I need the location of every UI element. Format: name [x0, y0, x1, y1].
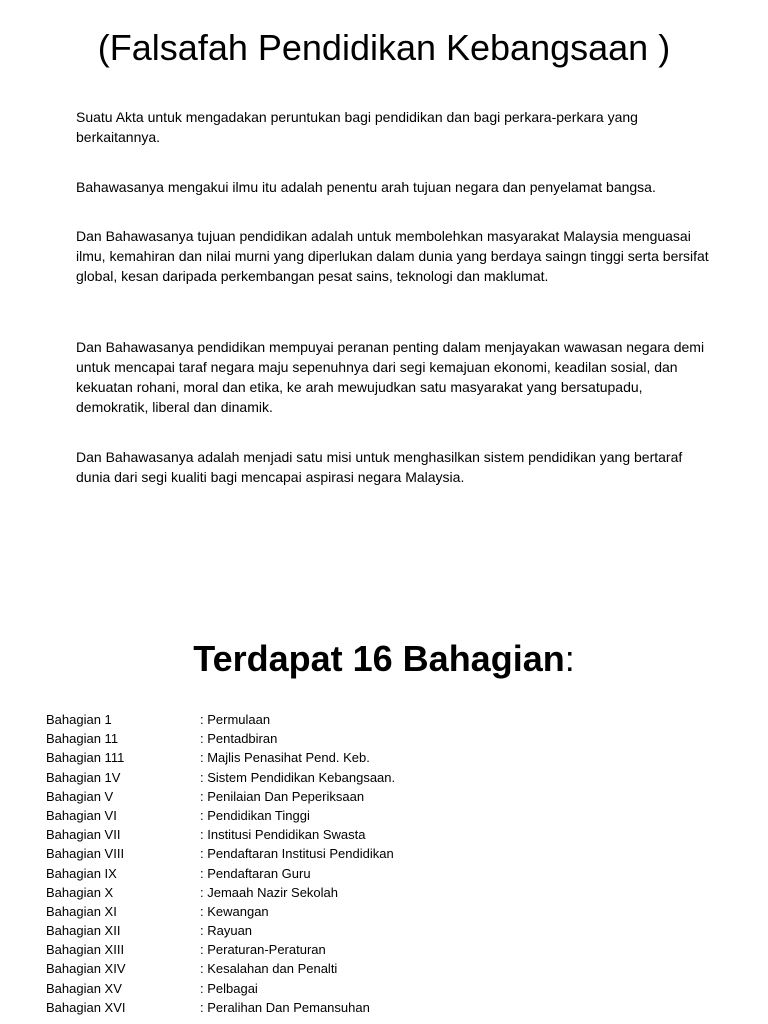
- list-item: [46, 940, 746, 959]
- list-item: [46, 787, 746, 806]
- part-number: Bahagian XI: [46, 903, 117, 919]
- paragraph-2: Bahawasanya mengakui ilmu itu adalah penentu arah tujuan negara dan penyelamat bangsa.: [76, 179, 656, 195]
- part-number: Bahagian VI: [46, 807, 117, 823]
- part-number: Bahagian IX: [46, 865, 117, 881]
- part-number: Bahagian XIV: [46, 961, 126, 977]
- list-item: [46, 998, 746, 1017]
- paragraph-1: Suatu Akta untuk mengadakan peruntukan bagi pendidikan dan bagi perkara-perkara yang berkaitannya.: [76, 109, 638, 145]
- list-item: [46, 959, 746, 978]
- part-description: : Kesalahan dan Penalti: [200, 961, 338, 977]
- page-title: (Falsafah Pendidikan Kebangsaan ): [97, 27, 671, 68]
- part-number: Bahagian 11: [46, 731, 119, 747]
- part-description: : Peralihan Dan Pemansuhan: [200, 999, 370, 1015]
- list-item: [46, 902, 746, 921]
- part-description: : Pentadbiran: [200, 731, 278, 747]
- part-description: : Peraturan-Peraturan: [200, 942, 326, 958]
- part-number: Bahagian V: [46, 788, 114, 804]
- part-number: Bahagian 1: [46, 712, 112, 727]
- list-item: [46, 825, 746, 844]
- list-item: [46, 844, 746, 863]
- slide-bottom: [0, 620, 768, 1024]
- part-description: : Institusi Pendidikan Swasta: [200, 827, 366, 843]
- part-description: : Kewangan: [200, 903, 269, 919]
- part-number: Bahagian XII: [46, 923, 121, 939]
- list-item: [46, 979, 746, 998]
- part-description: : Penilaian Dan Peperiksaan: [200, 788, 365, 804]
- list-item: [46, 729, 746, 748]
- part-number: Bahagian VII: [46, 827, 121, 843]
- paragraph-4: Dan Bahawasanya pendidikan mempuyai peranan penting dalam menjayakan wawasan negara demi untuk mencapai taraf negara maju sepenuhnya dari segi kemajuan ekonomi, keadilan sosial, dan kekuatan rohani, moral dan etika, ke arah mewujudkan satu masyarakat yang bersatupadu, demokratik, liberal dan dinamik.: [76, 339, 705, 415]
- part-number: Bahagian VIII: [46, 846, 125, 862]
- part-number: Bahagian XIII: [46, 942, 125, 958]
- paragraph-3: Dan Bahawasanya tujuan pendidikan adalah untuk membolehkan masyarakat Malaysia menguasai ilmu, kemahiran dan nilai murni yang diperlukan dalam dunia yang berdaya saingn tinggi serta bersifat global, kesan daripada perkembangan pesat sains, teknologi dan maklumat.: [76, 228, 709, 284]
- part-number: Bahagian 1V: [46, 769, 121, 785]
- list-item: [46, 921, 746, 940]
- part-description: : Permulaan: [200, 712, 271, 727]
- part-description: : Jemaah Nazir Sekolah: [200, 884, 339, 900]
- list-item: [46, 748, 746, 767]
- part-description: : Pelbagai: [200, 980, 258, 996]
- part-description: : Pendidikan Tinggi: [200, 807, 310, 823]
- list-item: [46, 768, 746, 787]
- list-item: [46, 806, 746, 825]
- part-number: Bahagian XV: [46, 980, 122, 996]
- list-item: [46, 883, 746, 902]
- list-item: [46, 710, 746, 729]
- part-description: : Pendaftaran Guru: [200, 865, 311, 881]
- section-heading-colon: :: [564, 638, 575, 679]
- list-item: [46, 864, 746, 883]
- section-heading: [0, 636, 768, 682]
- part-description: : Majlis Penasihat Pend. Keb.: [200, 750, 370, 766]
- part-number: Bahagian 111: [46, 750, 125, 766]
- part-description: : Sistem Pendidikan Kebangsaan.: [200, 769, 396, 785]
- paragraph-5: Dan Bahawasanya adalah menjadi satu misi untuk menghasilkan sistem pendidikan yang bertaraf dunia dari segi kualiti bagi mencapai aspirasi negara Malaysia.: [76, 449, 683, 485]
- part-number: Bahagian X: [46, 884, 114, 900]
- part-description: : Rayuan: [200, 923, 253, 939]
- section-heading-text: Terdapat 16 Bahagian: [193, 638, 565, 679]
- part-description: : Pendaftaran Institusi Pendidikan: [200, 846, 394, 862]
- parts-list: [46, 710, 746, 1017]
- part-number: Bahagian XVI: [46, 999, 126, 1015]
